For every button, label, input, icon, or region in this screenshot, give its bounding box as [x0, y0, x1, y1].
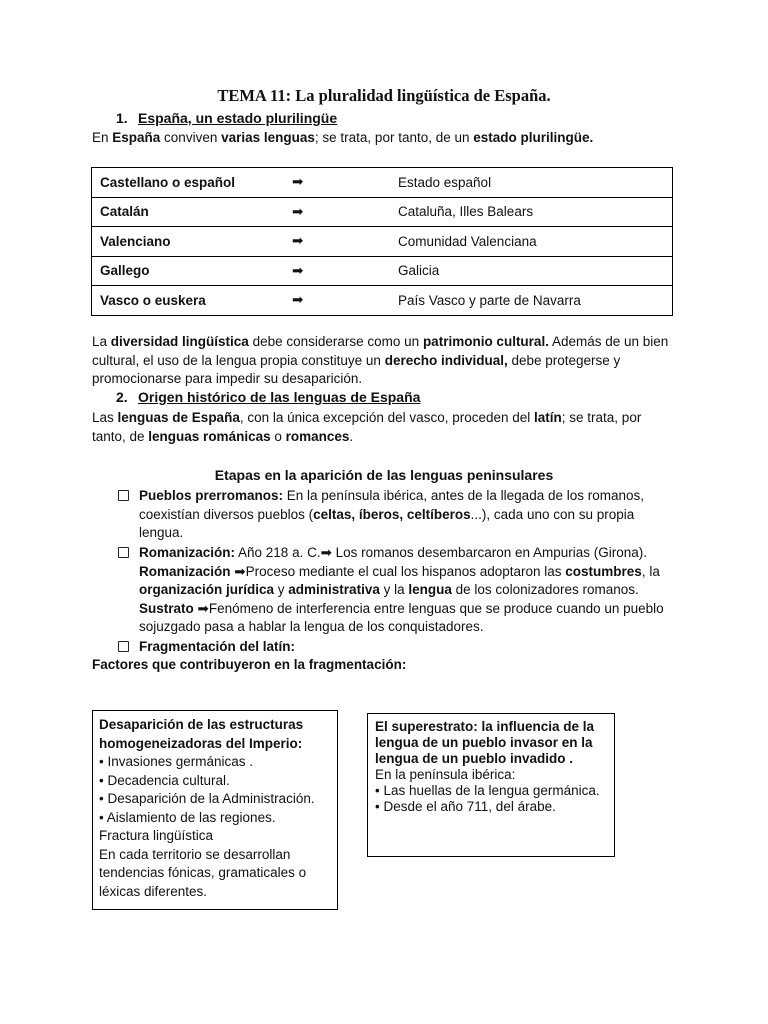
language-region: Estado español: [398, 168, 673, 198]
language-name: Castellano o español: [92, 168, 285, 198]
text-run: de los colonizadores romanos.: [451, 582, 639, 597]
stage-item: [118, 544, 678, 637]
table-row: [92, 197, 673, 227]
section2-intro: [92, 409, 672, 446]
section1-heading-text: España, un estado plurilingüe: [138, 110, 338, 126]
bold-text: romances: [285, 428, 350, 444]
stages-title: Etapas en la aparición de las lenguas peninsulares: [214, 467, 554, 483]
text-run: Las: [92, 410, 118, 425]
box-right-item: • Las huellas de la lengua germánica.: [375, 783, 600, 798]
box-left-item: • Decadencia cultural.: [99, 772, 230, 788]
box-right-subtitle: En la península ibérica:: [375, 767, 516, 782]
text-run: En la península ibérica, antes de la llegada de los romanos, coexistían diversos pueblos (: [139, 488, 645, 522]
box-left-item: • Invasiones germánicas .: [99, 754, 254, 769]
section2-number: 2.: [116, 389, 128, 405]
table-row: [92, 286, 673, 316]
stage-text: [139, 544, 678, 637]
language-name: Catalán: [92, 197, 285, 227]
bold-text: Romanización:: [139, 545, 236, 560]
text-run: , con la única excepción del vasco, proceden del: [239, 410, 535, 425]
factors-heading: Factores que contribuyeron en la fragmentación:: [92, 657, 407, 672]
stage-text: [139, 487, 678, 543]
text-run: ; se trata, por tanto, de un: [314, 130, 474, 145]
text-run: ...), cada uno con su propia lengua.: [139, 506, 635, 540]
section1-number: 1.: [116, 110, 128, 126]
text-run: o: [270, 428, 286, 444]
bold-text: Pueblos prerromanos:: [139, 488, 284, 503]
table-row: [92, 227, 673, 257]
language-name: Valenciano: [92, 227, 285, 257]
text-run: ➡Fenómeno de interferencia entre lenguas que se produce cuando un pueblo sojuzgado pasa a hablar la lengua de los conquistadores.: [139, 600, 664, 634]
text-run: En: [92, 130, 113, 145]
page-title: TEMA 11: La pluralidad lingüística de España.: [217, 86, 551, 105]
language-name: Vasco o euskera: [92, 286, 285, 316]
stage-item: [118, 638, 678, 657]
bold-text: Romanización: [139, 563, 231, 579]
table-row: [92, 256, 673, 286]
box-right-item: • Desde el año 711, del árabe.: [375, 799, 556, 814]
languages-table: [91, 167, 673, 316]
checkbox-icon: [118, 490, 129, 501]
bold-text: lenguas románicas: [148, 428, 271, 444]
arrow-icon: ➡: [284, 168, 398, 198]
stage-text: [139, 638, 678, 657]
stage-item: [118, 487, 678, 543]
bold-text: lenguas de España: [117, 410, 240, 425]
bold-text: Sustrato: [139, 600, 194, 616]
checkbox-icon: [118, 641, 129, 652]
text-run: conviven: [160, 130, 222, 145]
factors-box-right: [367, 713, 615, 857]
section1-intro: [92, 129, 682, 148]
bold-text: estado plurilingüe.: [473, 130, 594, 145]
bold-text: patrimonio cultural.: [422, 334, 549, 349]
text-run: y la: [379, 582, 409, 597]
factors-box-left: [92, 710, 338, 910]
arrow-icon: ➡: [284, 227, 398, 257]
bold-text: latín: [534, 410, 562, 425]
text-run: y: [274, 582, 289, 597]
arrow-icon: ➡: [284, 256, 398, 286]
bold-text: varias lenguas: [221, 130, 315, 145]
bold-text: organización jurídica: [139, 582, 275, 597]
box-left-fracture-text: En cada territorio se desarrollan tendencias fónicas, gramaticales o léxicas diferentes.: [99, 846, 307, 899]
box-left-item: • Desaparición de la Administración.: [99, 791, 315, 806]
section2-heading: [116, 389, 420, 405]
text-run: .: [349, 428, 354, 444]
bold-text: diversidad lingüística: [110, 334, 249, 349]
text-run: La: [92, 334, 111, 349]
section1-heading: [116, 110, 337, 126]
language-region: Comunidad Valenciana: [398, 227, 673, 257]
diversity-paragraph: [92, 333, 677, 389]
table-row: [92, 168, 673, 198]
language-region: País Vasco y parte de Navarra: [398, 286, 673, 316]
text-run: debe protegerse y promocionarse para impedir su desaparición.: [92, 352, 621, 386]
arrow-icon: ➡: [284, 286, 398, 316]
text-run: , la: [641, 563, 660, 579]
language-name: Gallego: [92, 256, 285, 286]
bold-text: lengua: [408, 582, 452, 597]
box-left-item: • Aislamiento de las regiones.: [99, 809, 276, 825]
text-run: ; se trata, por tanto, de: [92, 410, 642, 444]
text-run: Año 218 a. C.➡ Los romanos desembarcaron en Ampurias (Girona).: [235, 545, 648, 560]
bold-text: España: [112, 130, 161, 145]
box-left-fracture: Fractura lingüística: [99, 828, 214, 843]
bold-text: derecho individual,: [384, 352, 508, 368]
text-run: debe considerarse como un: [248, 334, 423, 349]
bold-text: costumbres: [565, 563, 642, 579]
language-region: Cataluña, Illes Balears: [398, 197, 673, 227]
bold-text: celtas, íberos, celtíberos: [313, 506, 471, 522]
language-region: Galicia: [398, 256, 673, 286]
text-run: Además de un bien cultural, el uso de la lengua propia constituye un: [92, 334, 669, 368]
box-right-title: El superestrato: la influencia de la lengua de un pueblo invasor en la lengua de un pueblo invadido .: [375, 719, 595, 766]
arrow-icon: ➡: [284, 197, 398, 227]
box-left-title: Desaparición de las estructuras homogeneizadoras del Imperio:: [99, 717, 304, 751]
bold-text: administrativa: [288, 582, 380, 597]
bold-text: Fragmentación del latín:: [139, 639, 296, 654]
checkbox-icon: [118, 547, 129, 558]
text-run: ➡Proceso mediante el cual los hispanos adoptaron las: [230, 563, 566, 579]
section2-heading-text: Origen histórico de las lenguas de España: [138, 389, 421, 405]
